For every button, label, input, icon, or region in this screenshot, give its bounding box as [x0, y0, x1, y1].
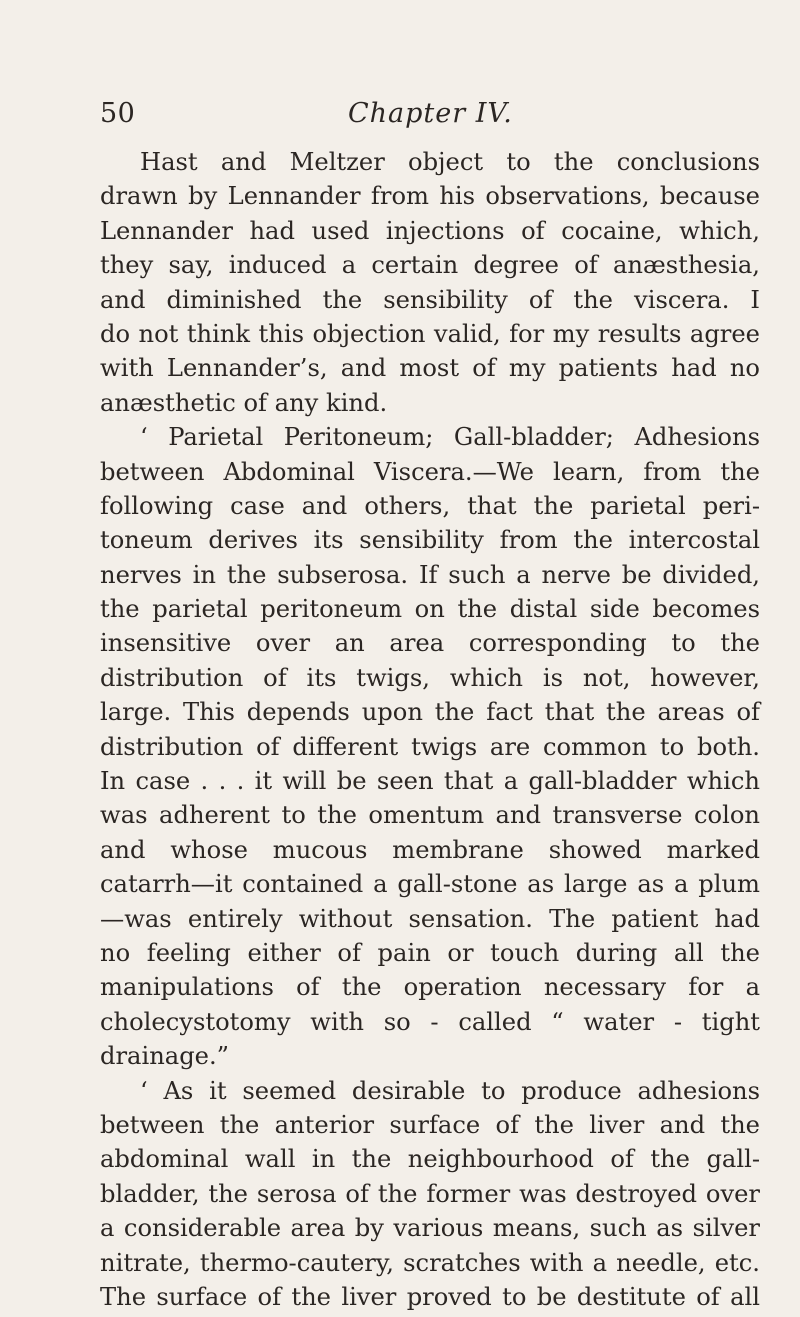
text-line: following case and others, that the parietal peri- [100, 491, 760, 520]
body-text [100, 145, 760, 1314]
text-line: was adherent to the omentum and transverse colon [100, 801, 760, 830]
text-line: large. This depends upon the fact that the areas of [100, 698, 760, 727]
text-line: nitrate, thermo-cautery, scratches with a needle, etc. [100, 1248, 760, 1277]
text-line: no feeling either of pain or touch during all the [100, 938, 760, 967]
text-line: distribution of its twigs, which is not, however, [100, 663, 760, 692]
text-line: with Lennander’s, and most of my patients had no [100, 354, 760, 383]
text-line: In case . . . it will be seen that a gall-bladder which [100, 767, 760, 796]
text-line: bladder, the serosa of the former was destroyed over [100, 1179, 760, 1208]
text-line: they say, induced a certain degree of anæsthesia, [100, 251, 760, 280]
text-line: a considerable area by various means, such as silver [100, 1214, 760, 1243]
text-line: toneum derives its sensibility from the intercostal [100, 526, 760, 555]
text-line: anæsthetic of any kind. [100, 388, 388, 417]
running-head: Chapter IV. [348, 98, 513, 129]
text-line: ‘ Parietal Peritoneum; Gall-bladder; Adhesions [140, 423, 760, 452]
text-line: ‘ As it seemed desirable to produce adhesions [140, 1076, 760, 1105]
text-line: between Abdominal Viscera.—We learn, from the [100, 457, 760, 486]
text-line: and diminished the sensibility of the viscera. I [100, 285, 760, 314]
text-line: Lennander had used injections of cocaine, which, [100, 216, 760, 245]
text-line: insensitive over an area corresponding to the [100, 629, 760, 658]
text-line: abdominal wall in the neighbourhood of the gall- [100, 1145, 760, 1174]
page-number: 50 [100, 98, 136, 129]
text-line: The surface of the liver proved to be destitute of all [100, 1282, 760, 1311]
text-line: nerves in the subserosa. If such a nerve be divided, [100, 560, 760, 589]
text-line: manipulations of the operation necessary for a [100, 973, 760, 1002]
text-line: do not think this objection valid, for my results agree [100, 319, 760, 348]
text-line: —was entirely without sensation. The patient had [100, 904, 760, 933]
text-line: cholecystotomy with so - called “ water - tight [100, 1007, 760, 1036]
text-line: distribution of different twigs are common to both. [100, 732, 760, 761]
text-line: and whose mucous membrane showed marked [100, 835, 760, 864]
page-header [100, 98, 720, 138]
text-line: the parietal peritoneum on the distal side becomes [100, 595, 760, 624]
text-line: catarrh—it contained a gall-stone as large as a plum [100, 870, 760, 899]
text-line: Hast and Meltzer object to the conclusions [140, 148, 760, 176]
text-line: between the anterior surface of the liver and the [100, 1110, 760, 1139]
text-line: drawn by Lennander from his observations, because [100, 182, 760, 211]
text-line: drainage.” [100, 1042, 230, 1071]
